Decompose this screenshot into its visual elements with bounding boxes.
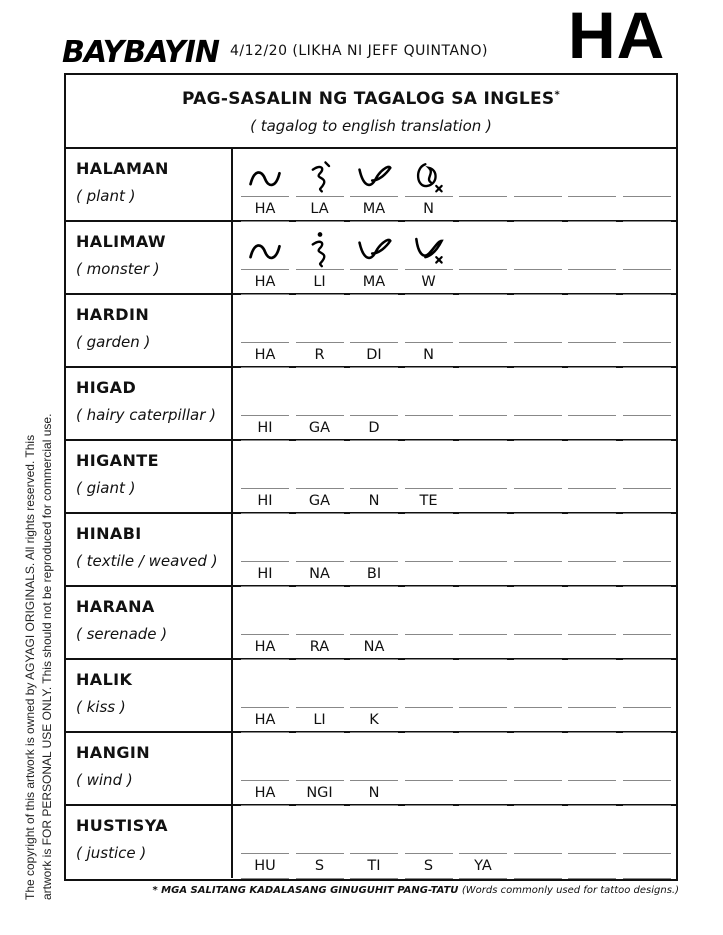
guide-line-bottom <box>350 878 398 879</box>
writing-slot[interactable] <box>348 149 400 220</box>
guide-line-top <box>405 415 453 416</box>
guide-line-top <box>568 488 616 489</box>
writing-slot[interactable] <box>566 149 618 220</box>
guide-line-top <box>459 707 507 708</box>
guide-line-top <box>405 269 453 270</box>
baybayin-glyph-icon <box>409 230 449 268</box>
guide-line-top <box>514 780 562 781</box>
english-translation: ( wind ) <box>76 771 133 789</box>
syllable-label: HA <box>254 639 276 655</box>
guide-line-top <box>459 415 507 416</box>
word-cell <box>66 441 233 512</box>
word-cell <box>66 660 233 731</box>
writing-slot[interactable] <box>457 222 509 293</box>
writing-slot[interactable] <box>294 441 346 512</box>
guide-line-top <box>514 707 562 708</box>
baybayin-glyph-icon <box>300 157 340 195</box>
writing-slot[interactable] <box>239 222 291 293</box>
writing-slot[interactable] <box>294 368 346 439</box>
writing-slot[interactable] <box>457 149 509 220</box>
guide-line-top <box>568 196 616 197</box>
writing-slot[interactable] <box>621 514 673 585</box>
writing-slot[interactable] <box>239 660 291 731</box>
writing-slot[interactable] <box>239 368 291 439</box>
guide-line-top <box>405 561 453 562</box>
syllable-label: R <box>314 347 325 363</box>
tagalog-word: HANGIN <box>76 743 151 762</box>
worksheet <box>64 73 678 881</box>
baybayin-glyph-icon <box>245 230 285 268</box>
writing-area[interactable] <box>233 660 676 731</box>
guide-line-top <box>568 634 616 635</box>
guide-line-top <box>623 561 671 562</box>
writing-slot[interactable] <box>621 587 673 658</box>
guide-line-top <box>350 488 398 489</box>
tagalog-word: HALAMAN <box>76 159 169 178</box>
guide-line-top <box>405 342 453 343</box>
english-translation: ( kiss ) <box>76 698 126 716</box>
guide-line-top <box>459 853 507 854</box>
writing-slot[interactable] <box>403 222 455 293</box>
guide-line-top <box>405 488 453 489</box>
word-row <box>66 222 676 295</box>
guide-line-top <box>514 634 562 635</box>
writing-slot[interactable] <box>457 806 509 878</box>
guide-line-top <box>350 415 398 416</box>
writing-slot[interactable] <box>294 587 346 658</box>
writing-slot[interactable] <box>512 441 564 512</box>
writing-slot[interactable] <box>403 660 455 731</box>
guide-line-top <box>623 342 671 343</box>
writing-slot[interactable] <box>348 514 400 585</box>
writing-slot[interactable] <box>239 514 291 585</box>
guide-line-top <box>623 269 671 270</box>
guide-line-top <box>350 269 398 270</box>
baybayin-glyph-icon <box>245 157 285 195</box>
guide-line-top <box>350 634 398 635</box>
guide-line-top <box>405 707 453 708</box>
writing-slot[interactable] <box>239 295 291 366</box>
writing-slot[interactable] <box>348 295 400 366</box>
tagalog-word: HARDIN <box>76 305 150 324</box>
writing-slot[interactable] <box>621 222 673 293</box>
writing-slot[interactable] <box>348 222 400 293</box>
writing-slot[interactable] <box>566 368 618 439</box>
word-cell <box>66 222 233 293</box>
guide-line-top <box>350 707 398 708</box>
writing-area[interactable] <box>233 587 676 658</box>
guide-line-top <box>459 488 507 489</box>
guide-line-top <box>568 707 616 708</box>
syllable-label: S <box>423 858 434 874</box>
writing-slot[interactable] <box>239 441 291 512</box>
guide-line-bottom <box>296 878 344 879</box>
guide-line-top <box>405 196 453 197</box>
baybayin-glyph-icon <box>409 157 449 195</box>
guide-line-top <box>350 780 398 781</box>
writing-area[interactable] <box>233 149 676 220</box>
word-row <box>66 368 676 441</box>
guide-line-top <box>241 561 289 562</box>
writing-slot[interactable] <box>566 660 618 731</box>
syllable-label: N <box>368 493 380 509</box>
syllable-label: RA <box>309 639 330 655</box>
writing-slot[interactable] <box>621 368 673 439</box>
footnote-mark: * <box>554 89 560 101</box>
guide-line-top <box>296 780 344 781</box>
guide-line-top <box>241 196 289 197</box>
tagalog-word: HUSTISYA <box>76 816 168 835</box>
writing-slot[interactable] <box>348 660 400 731</box>
guide-line-bottom <box>514 878 562 879</box>
syllable-label: TI <box>367 858 381 874</box>
syllable-label: MA <box>362 274 386 290</box>
guide-line-top <box>241 853 289 854</box>
writing-area[interactable] <box>233 514 676 585</box>
syllable-label: NA <box>309 566 330 582</box>
guide-line-top <box>514 488 562 489</box>
guide-line-top <box>241 415 289 416</box>
guide-line-top <box>623 196 671 197</box>
guide-line-top <box>514 415 562 416</box>
writing-area[interactable] <box>233 222 676 293</box>
english-translation: ( giant ) <box>76 479 136 497</box>
syllable-label: MA <box>362 201 386 217</box>
writing-slot[interactable] <box>621 733 673 804</box>
syllable-label: S <box>314 858 325 874</box>
guide-line-top <box>459 561 507 562</box>
syllable-label: HI <box>257 566 273 582</box>
guide-line-top <box>459 342 507 343</box>
tagalog-word: HIGAD <box>76 378 137 397</box>
writing-slot[interactable] <box>294 806 346 878</box>
writing-slot[interactable] <box>566 733 618 804</box>
english-translation: ( serenade ) <box>76 625 168 643</box>
english-translation: ( plant ) <box>76 187 136 205</box>
writing-slot[interactable] <box>566 514 618 585</box>
writing-slot[interactable] <box>566 806 618 878</box>
syllable-label: TE <box>419 493 438 509</box>
guide-line-top <box>241 707 289 708</box>
guide-line-top <box>350 342 398 343</box>
guide-line-top <box>568 853 616 854</box>
guide-line-top <box>568 269 616 270</box>
syllable-label: LI <box>313 274 326 290</box>
writing-slot[interactable] <box>457 733 509 804</box>
writing-area[interactable] <box>233 368 676 439</box>
guide-line-top <box>623 634 671 635</box>
guide-line-top <box>241 780 289 781</box>
guide-line-top <box>296 634 344 635</box>
english-translation: ( justice ) <box>76 844 147 862</box>
guide-line-top <box>296 488 344 489</box>
worksheet-title-text: PAG-SASALIN NG TAGALOG SA INGLES <box>181 89 555 109</box>
writing-slot[interactable] <box>294 660 346 731</box>
guide-line-top <box>405 780 453 781</box>
guide-line-top <box>296 853 344 854</box>
syllable-label: N <box>423 201 434 217</box>
syllable-label: GA <box>308 420 331 436</box>
writing-slot[interactable] <box>621 441 673 512</box>
writing-slot[interactable] <box>294 733 346 804</box>
writing-slot[interactable] <box>294 514 346 585</box>
syllable-label: DI <box>366 347 382 363</box>
word-cell <box>66 587 233 658</box>
writing-slot[interactable] <box>512 660 564 731</box>
writing-slot[interactable] <box>621 149 673 220</box>
writing-slot[interactable] <box>348 368 400 439</box>
guide-line-top <box>514 561 562 562</box>
word-row <box>66 295 676 368</box>
writing-slot[interactable] <box>621 295 673 366</box>
copyright-line-1: The copyright of this artwork is owned by AGYAGI ORIGINALS. All rights reserved. This <box>23 434 37 900</box>
english-translation: ( monster ) <box>76 260 160 278</box>
syllable-label: D <box>368 420 380 436</box>
copyright-line-2: artwork is FOR PERSONAL USE ONLY. This should not be reproduced for commercial use. <box>40 413 54 900</box>
tagalog-word: HALIMAW <box>76 232 166 251</box>
syllable-label: N <box>368 785 380 801</box>
writing-slot[interactable] <box>512 222 564 293</box>
writing-slot[interactable] <box>348 587 400 658</box>
guide-line-top <box>568 415 616 416</box>
writing-slot[interactable] <box>621 660 673 731</box>
guide-line-top <box>514 853 562 854</box>
guide-line-top <box>350 561 398 562</box>
guide-line-top <box>296 561 344 562</box>
syllable-label: W <box>421 274 436 290</box>
writing-slot[interactable] <box>239 806 291 878</box>
guide-line-top <box>296 269 344 270</box>
writing-slot[interactable] <box>512 149 564 220</box>
writing-area[interactable] <box>233 441 676 512</box>
writing-slot[interactable] <box>512 806 564 878</box>
syllable-label: NGI <box>306 785 333 801</box>
writing-slot[interactable] <box>457 660 509 731</box>
guide-line-top <box>459 780 507 781</box>
word-cell <box>66 149 233 220</box>
worksheet-subtitle: ( tagalog to english translation ) <box>250 117 492 135</box>
writing-area[interactable] <box>233 733 676 804</box>
guide-line-top <box>514 196 562 197</box>
baybayin-glyph-icon <box>354 157 394 195</box>
writing-slot[interactable] <box>239 149 291 220</box>
tagalog-word: HIGANTE <box>76 451 159 470</box>
writing-slot[interactable] <box>403 149 455 220</box>
tagalog-word: HALIK <box>76 670 133 689</box>
writing-slot[interactable] <box>512 587 564 658</box>
syllable-label: K <box>369 712 379 728</box>
footnote-text: * MGA SALITANG KADALASANG GINUGUHIT PANG-TATU <box>152 885 459 896</box>
writing-slot[interactable] <box>457 295 509 366</box>
worksheet-header <box>66 75 676 149</box>
writing-slot[interactable] <box>457 514 509 585</box>
writing-slot[interactable] <box>294 149 346 220</box>
baybayin-glyph-icon <box>354 230 394 268</box>
guide-line-top <box>296 415 344 416</box>
word-row <box>66 660 676 733</box>
guide-line-top <box>241 634 289 635</box>
guide-line-bottom <box>623 878 671 879</box>
syllable-label: LI <box>313 712 326 728</box>
guide-line-top <box>459 269 507 270</box>
writing-slot[interactable] <box>512 514 564 585</box>
guide-line-top <box>623 488 671 489</box>
word-row <box>66 441 676 514</box>
writing-slot[interactable] <box>566 222 618 293</box>
writing-slot[interactable] <box>457 587 509 658</box>
guide-line-top <box>623 415 671 416</box>
syllable-label: BI <box>366 566 382 582</box>
guide-line-top <box>514 269 562 270</box>
word-cell <box>66 295 233 366</box>
syllable-label: HI <box>257 493 273 509</box>
writing-slot[interactable] <box>348 733 400 804</box>
writing-slot[interactable] <box>512 295 564 366</box>
word-row <box>66 733 676 806</box>
writing-slot[interactable] <box>457 441 509 512</box>
writing-slot[interactable] <box>512 368 564 439</box>
syllable-label: NA <box>363 639 385 655</box>
guide-line-top <box>350 196 398 197</box>
syllable-label: HA <box>254 274 276 290</box>
writing-area[interactable] <box>233 295 676 366</box>
guide-line-top <box>241 269 289 270</box>
writing-slot[interactable] <box>294 295 346 366</box>
writing-slot[interactable] <box>403 733 455 804</box>
word-cell <box>66 514 233 585</box>
worksheet-title <box>66 89 676 109</box>
writing-slot[interactable] <box>403 368 455 439</box>
word-cell <box>66 733 233 804</box>
writing-slot[interactable] <box>403 441 455 512</box>
writing-slot[interactable] <box>403 806 455 878</box>
guide-line-top <box>623 780 671 781</box>
english-translation: ( hairy caterpillar ) <box>76 406 217 424</box>
guide-line-top <box>568 780 616 781</box>
word-row <box>66 806 676 878</box>
word-cell <box>66 368 233 439</box>
syllable-label: LA <box>310 201 329 217</box>
logo-text: BAYBAYIN <box>62 35 219 70</box>
guide-line-top <box>296 707 344 708</box>
guide-line-top <box>405 634 453 635</box>
writing-slot[interactable] <box>239 587 291 658</box>
english-translation: ( garden ) <box>76 333 151 351</box>
word-cell <box>66 806 233 878</box>
guide-line-bottom <box>568 878 616 879</box>
word-row <box>66 587 676 660</box>
syllable-label: HA <box>254 201 276 217</box>
guide-line-top <box>241 488 289 489</box>
writing-slot[interactable] <box>621 806 673 878</box>
writing-slot[interactable] <box>457 368 509 439</box>
copyright-notice <box>22 380 56 900</box>
guide-line-top <box>514 342 562 343</box>
baybayin-glyph-icon <box>300 230 340 268</box>
writing-slot[interactable] <box>512 733 564 804</box>
syllable-heading: HA <box>568 0 666 72</box>
writing-slot[interactable] <box>348 806 400 878</box>
syllable-label: HI <box>257 420 273 436</box>
guide-line-top <box>623 707 671 708</box>
guide-line-bottom <box>405 878 453 879</box>
tagalog-word: HARANA <box>76 597 155 616</box>
syllable-label: HA <box>254 785 276 801</box>
syllable-label: YA <box>474 858 492 874</box>
guide-line-top <box>459 196 507 197</box>
tagalog-word: HINABI <box>76 524 142 543</box>
writing-slot[interactable] <box>403 587 455 658</box>
writing-slot[interactable] <box>239 733 291 804</box>
footnote <box>152 885 679 896</box>
guide-line-top <box>405 853 453 854</box>
guide-line-bottom <box>459 878 507 879</box>
writing-slot[interactable] <box>403 295 455 366</box>
guide-line-top <box>568 561 616 562</box>
guide-line-top <box>623 853 671 854</box>
header-subtitle: 4/12/20 (LIKHA NI JEFF QUINTANO) <box>230 43 488 59</box>
writing-area[interactable] <box>233 806 676 878</box>
footnote-english: (Words commonly used for tattoo designs.) <box>461 885 679 896</box>
guide-line-top <box>568 342 616 343</box>
writing-slot[interactable] <box>403 514 455 585</box>
syllable-label: HA <box>254 712 276 728</box>
guide-line-top <box>296 196 344 197</box>
writing-slot[interactable] <box>348 441 400 512</box>
syllable-label: N <box>423 347 434 363</box>
writing-slot[interactable] <box>294 222 346 293</box>
english-translation: ( textile / weaved ) <box>76 552 218 570</box>
word-row <box>66 514 676 587</box>
syllable-label: GA <box>308 493 331 509</box>
guide-line-bottom <box>241 878 289 879</box>
guide-line-top <box>459 634 507 635</box>
syllable-label: HU <box>254 858 276 874</box>
baybayin-logo <box>62 30 224 70</box>
guide-line-top <box>241 342 289 343</box>
writing-slot[interactable] <box>566 295 618 366</box>
guide-line-top <box>296 342 344 343</box>
guide-line-top <box>350 853 398 854</box>
syllable-label: HA <box>254 347 276 363</box>
writing-slot[interactable] <box>566 587 618 658</box>
word-row <box>66 149 676 222</box>
word-rows <box>66 149 676 878</box>
writing-slot[interactable] <box>566 441 618 512</box>
